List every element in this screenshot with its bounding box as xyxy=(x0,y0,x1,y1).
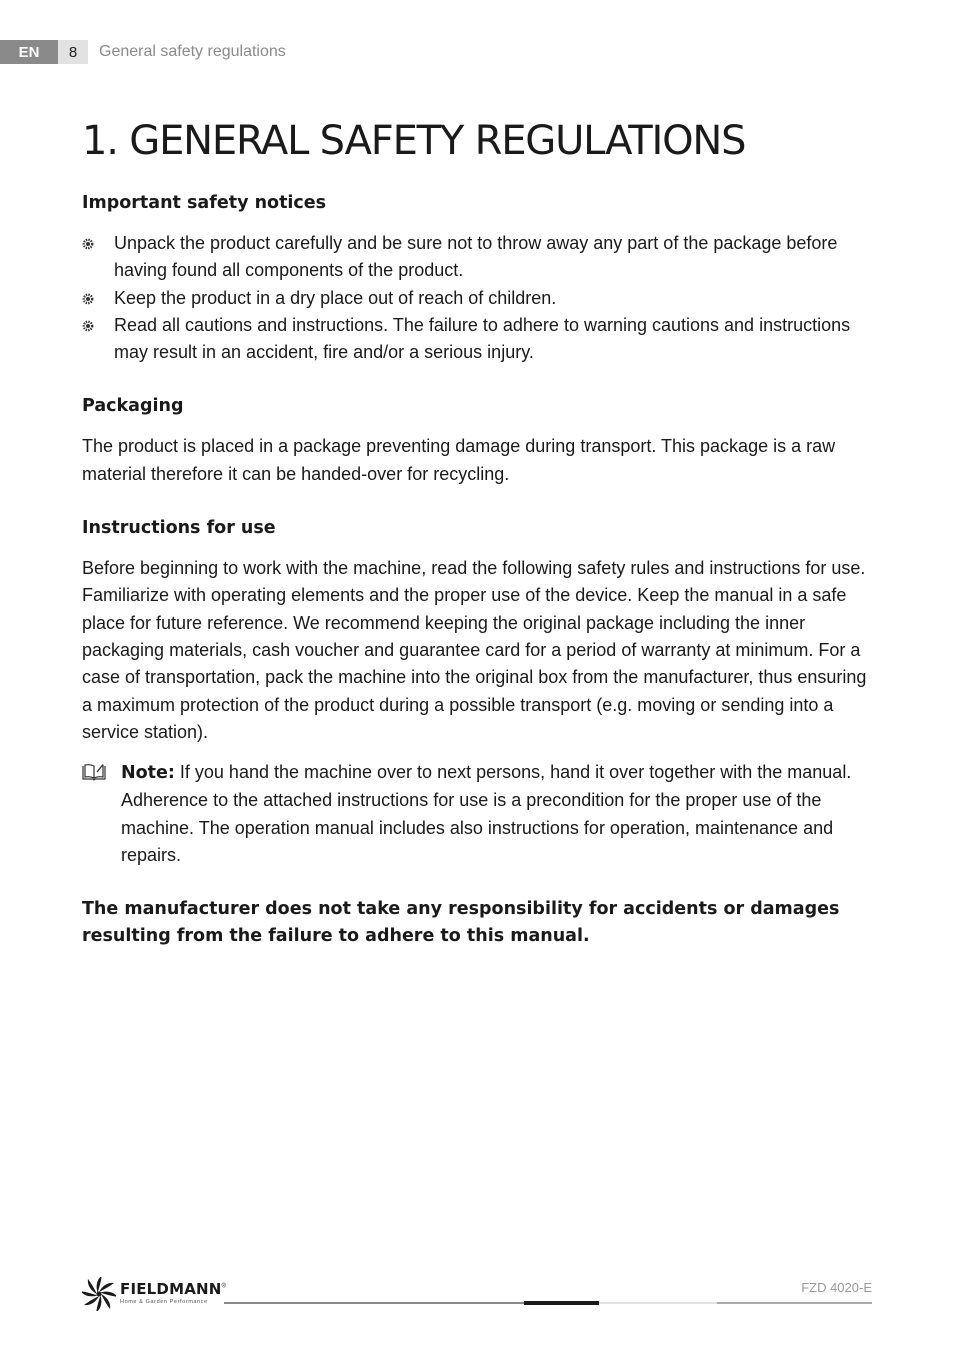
gear-bullet-icon xyxy=(82,238,94,250)
section-warning xyxy=(82,896,874,950)
bullet-item xyxy=(82,312,874,367)
gear-bullet-icon xyxy=(82,293,94,305)
model-number: FZD 4020-E xyxy=(801,1280,872,1295)
bullet-text: Keep the product in a dry place out of reach of children. xyxy=(114,287,557,308)
section-heading-instructions: Instructions for use xyxy=(82,518,276,539)
page-number: 8 xyxy=(58,40,88,64)
language-badge: EN xyxy=(0,40,58,64)
running-title: General safety regulations xyxy=(99,43,286,60)
registered-mark: ® xyxy=(221,1283,226,1290)
logo-text xyxy=(120,1282,226,1306)
note-block xyxy=(82,759,874,869)
section-heading-packaging: Packaging xyxy=(82,396,184,417)
note-book-icon xyxy=(82,763,106,781)
bullet-item xyxy=(82,285,874,312)
brand-name-line xyxy=(120,1282,226,1298)
bullet-list xyxy=(82,230,874,366)
note-text: If you hand the machine over to next persons, hand it over together with the manual. Adherence to the attached instructions for use is a precondition for the proper use of the machine. The operation manual includes also instructions for operation, maintenance and repairs. xyxy=(121,762,852,866)
main-content xyxy=(82,190,874,950)
bullet-text: Read all cautions and instructions. The failure to adhere to warning cautions and instructions may result in an accident, fire and/or a serious injury. xyxy=(114,314,851,363)
note-label: Note: xyxy=(121,763,175,784)
section-instructions xyxy=(82,515,874,869)
brand-name: FIELDMANN xyxy=(120,1280,222,1299)
page-title: 1. GENERAL SAFETY REGULATIONS xyxy=(82,118,746,164)
instructions-paragraph: Before beginning to work with the machine, read the following safety rules and instructions for use. Familiarize with operating elements and the proper use of the device. Keep the manual in a safe place for future reference. We recommend keeping the original package including the inner packaging materials, cash voucher and guarantee card for a period of warranty at minimum. For a case of transportation, pack the machine into the original box from the manufacturer, thus ensuring a maximum protection of the product during a possible transport (e.g. moving or sending into a service station). xyxy=(82,558,867,742)
brand-tagline: Home & Garden Performance xyxy=(120,1299,208,1306)
bullet-item xyxy=(82,230,874,285)
footer-rule xyxy=(224,1301,872,1305)
bullet-text: Unpack the product carefully and be sure not to throw away any part of the package before having found all components of the product. xyxy=(114,233,838,281)
section-packaging xyxy=(82,393,874,488)
section-heading-important: Important safety notices xyxy=(82,193,327,213)
gear-bullet-icon xyxy=(82,320,94,332)
fieldmann-logo-icon xyxy=(82,1277,116,1311)
liability-warning: The manufacturer does not take any responsibility for accidents or damages resulting from the failure to adhere to this manual. xyxy=(82,899,840,947)
brand-logo xyxy=(82,1277,226,1311)
page-header xyxy=(0,40,286,64)
packaging-paragraph: The product is placed in a package preventing damage during transport. This package is a raw material therefore it can be handed-over for recycling. xyxy=(82,436,836,484)
section-important xyxy=(82,190,874,366)
